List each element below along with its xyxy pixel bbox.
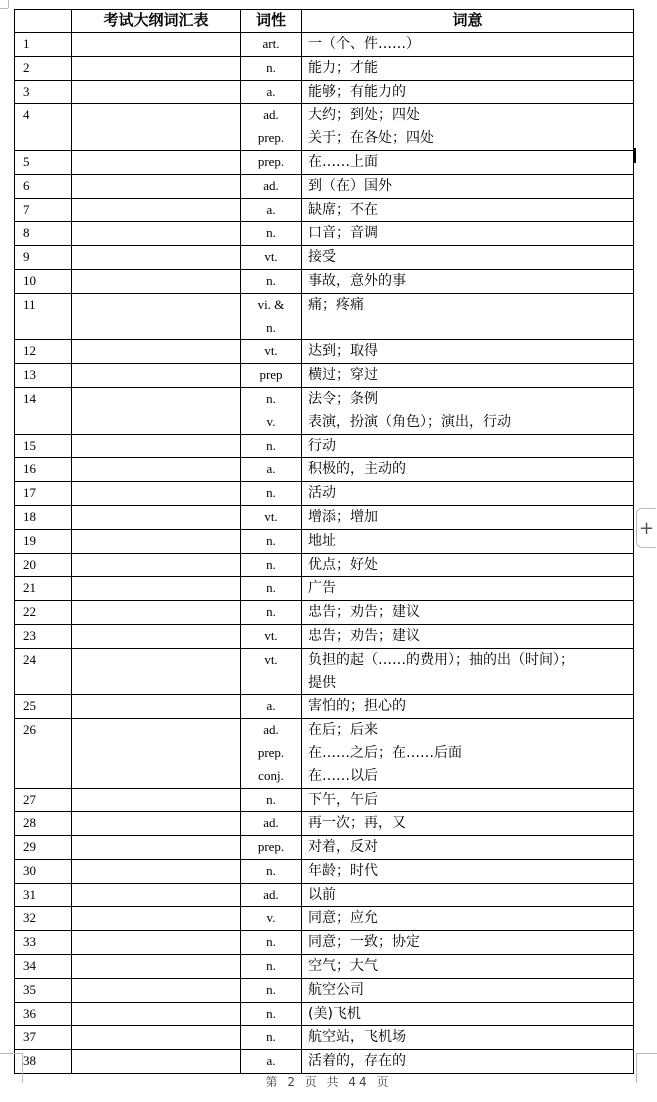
meaning-text: 害怕的；担心的 xyxy=(308,698,406,715)
part-of-speech: vt. xyxy=(264,651,278,667)
meaning-text: 达到；取得 xyxy=(308,343,378,360)
row-number: 7 xyxy=(15,198,72,222)
row-number: 1 xyxy=(15,33,72,57)
part-of-speech-cell xyxy=(241,883,302,907)
table-row xyxy=(15,1026,634,1050)
part-of-speech: n. xyxy=(266,791,276,807)
meaning-text: 航空公司 xyxy=(308,981,364,998)
vocabulary-word-cell[interactable] xyxy=(72,648,241,695)
meaning-text: 同意；应允 xyxy=(308,910,378,927)
part-of-speech-cell xyxy=(241,907,302,931)
vocabulary-word-cell[interactable] xyxy=(72,955,241,979)
meaning-cell xyxy=(302,1026,634,1050)
meaning-text: 空气；大气 xyxy=(308,958,378,975)
part-of-speech: n. xyxy=(266,556,276,572)
meaning-text: 行动 xyxy=(308,437,336,454)
vocabulary-word-cell[interactable] xyxy=(72,719,241,788)
part-of-speech: a. xyxy=(266,201,276,217)
meaning-cell xyxy=(302,340,634,364)
vocabulary-word-cell[interactable] xyxy=(72,601,241,625)
table-header-row xyxy=(15,10,634,33)
meaning-cell xyxy=(302,246,634,270)
part-of-speech: ad. xyxy=(263,722,279,738)
meaning-text: 在……以后 xyxy=(308,767,378,784)
part-of-speech-cell xyxy=(241,1026,302,1050)
meaning-cell xyxy=(302,695,634,719)
part-of-speech-cell xyxy=(241,458,302,482)
part-of-speech: ad. xyxy=(263,177,279,193)
table-row xyxy=(15,104,634,151)
meaning-text: 接受 xyxy=(308,249,336,266)
row-number: 10 xyxy=(15,269,72,293)
row-number: 23 xyxy=(15,624,72,648)
part-of-speech-cell xyxy=(241,434,302,458)
meaning-text: 关于；在各处；四处 xyxy=(308,130,434,147)
row-number: 8 xyxy=(15,222,72,246)
part-of-speech-cell xyxy=(241,198,302,222)
table-row xyxy=(15,695,634,719)
vocabulary-word-cell[interactable] xyxy=(72,812,241,836)
row-number: 18 xyxy=(15,505,72,529)
meaning-text: 事故，意外的事 xyxy=(308,272,406,289)
vocabulary-word-cell[interactable] xyxy=(72,80,241,104)
part-of-speech: prep xyxy=(259,367,283,383)
part-of-speech: n. xyxy=(266,272,276,288)
row-number: 6 xyxy=(15,174,72,198)
vocabulary-word-cell[interactable] xyxy=(72,482,241,506)
meaning-cell xyxy=(302,434,634,458)
row-number: 34 xyxy=(15,955,72,979)
vocabulary-word-cell[interactable] xyxy=(72,246,241,270)
part-of-speech: n. xyxy=(266,1029,276,1045)
meaning-text: 忠告；劝告；建议 xyxy=(308,627,420,644)
table-row xyxy=(15,1002,634,1026)
table-row xyxy=(15,788,634,812)
vocabulary-word-cell[interactable] xyxy=(72,33,241,57)
meaning-cell xyxy=(302,293,634,340)
meaning-text: 积极的，主动的 xyxy=(308,461,406,478)
meaning-text: 一（个、件……） xyxy=(308,36,420,52)
table-row xyxy=(15,931,634,955)
table-row xyxy=(15,293,634,340)
meaning-text: 在……上面 xyxy=(308,153,378,170)
meaning-cell xyxy=(302,836,634,860)
vocabulary-word-cell[interactable] xyxy=(72,529,241,553)
table-row xyxy=(15,648,634,695)
meaning-cell xyxy=(302,859,634,883)
part-of-speech-cell xyxy=(241,33,302,57)
vocabulary-word-cell[interactable] xyxy=(72,293,241,340)
table-row xyxy=(15,340,634,364)
vocabulary-word-cell[interactable] xyxy=(72,434,241,458)
part-of-speech-cell xyxy=(241,931,302,955)
meaning-cell xyxy=(302,553,634,577)
part-of-speech: vi. & xyxy=(257,296,285,312)
meaning-text: (美)飞机 xyxy=(308,1005,361,1022)
part-of-speech: n. xyxy=(266,319,276,335)
part-of-speech-cell xyxy=(241,529,302,553)
row-number: 11 xyxy=(15,293,72,340)
row-number: 33 xyxy=(15,931,72,955)
vocabulary-word-cell[interactable] xyxy=(72,458,241,482)
part-of-speech: prep. xyxy=(257,153,285,169)
part-of-speech: n. xyxy=(266,862,276,878)
meaning-text: 表演，扮演（角色）；演出，行动 xyxy=(308,413,511,430)
table-row xyxy=(15,80,634,104)
table-row xyxy=(15,601,634,625)
meaning-cell xyxy=(302,80,634,104)
part-of-speech-cell xyxy=(241,553,302,577)
part-of-speech-cell xyxy=(241,56,302,80)
part-of-speech: vt. xyxy=(264,343,278,359)
vocabulary-word-cell[interactable] xyxy=(72,198,241,222)
meaning-cell xyxy=(302,198,634,222)
row-number: 2 xyxy=(15,56,72,80)
vocabulary-word-cell[interactable] xyxy=(72,104,241,151)
row-number: 15 xyxy=(15,434,72,458)
part-of-speech: ad. xyxy=(263,815,279,831)
row-number: 28 xyxy=(15,812,72,836)
row-number: 16 xyxy=(15,458,72,482)
table-row xyxy=(15,577,634,601)
page-number-footer: 第 2 页 共 44 页 xyxy=(265,1075,392,1089)
table-row xyxy=(15,1050,634,1074)
table-row xyxy=(15,434,634,458)
add-row-button[interactable] xyxy=(636,508,656,548)
row-number: 24 xyxy=(15,648,72,695)
part-of-speech: v. xyxy=(266,910,276,926)
meaning-text: 能够；有能力的 xyxy=(308,83,406,100)
part-of-speech-cell xyxy=(241,482,302,506)
part-of-speech-cell xyxy=(241,340,302,364)
part-of-speech: conj. xyxy=(258,767,284,783)
vocabulary-word-cell[interactable] xyxy=(72,387,241,434)
crop-mark xyxy=(8,0,9,8)
part-of-speech-cell xyxy=(241,150,302,174)
table-row xyxy=(15,955,634,979)
vocabulary-word-cell[interactable] xyxy=(72,577,241,601)
meaning-cell xyxy=(302,788,634,812)
vocabulary-word-cell[interactable] xyxy=(72,978,241,1002)
vocabulary-word-cell[interactable] xyxy=(72,505,241,529)
row-number: 4 xyxy=(15,104,72,151)
part-of-speech: prep. xyxy=(257,130,285,146)
row-number: 21 xyxy=(15,577,72,601)
header-vocabulary: 考试大纲词汇表 xyxy=(72,10,241,33)
row-number: 37 xyxy=(15,1026,72,1050)
meaning-text: 横过；穿过 xyxy=(308,367,378,384)
text-cursor xyxy=(633,148,636,163)
meaning-cell xyxy=(302,529,634,553)
vocabulary-word-cell[interactable] xyxy=(72,269,241,293)
meaning-cell xyxy=(302,907,634,931)
part-of-speech-cell xyxy=(241,695,302,719)
part-of-speech: prep. xyxy=(257,744,285,760)
meaning-cell xyxy=(302,174,634,198)
vocabulary-word-cell[interactable] xyxy=(72,836,241,860)
table-row xyxy=(15,198,634,222)
part-of-speech-cell xyxy=(241,246,302,270)
header-number xyxy=(15,10,72,33)
meaning-text: 负担的起（……的费用）；抽的出（时间）； xyxy=(308,651,574,668)
row-number: 38 xyxy=(15,1050,72,1074)
part-of-speech-cell xyxy=(241,1002,302,1026)
meaning-text: 痛；疼痛 xyxy=(308,296,364,313)
table-row xyxy=(15,150,634,174)
row-number: 36 xyxy=(15,1002,72,1026)
meaning-cell xyxy=(302,719,634,788)
meaning-cell xyxy=(302,387,634,434)
part-of-speech: vt. xyxy=(264,508,278,524)
part-of-speech-cell xyxy=(241,269,302,293)
meaning-text: 再一次；再，又 xyxy=(308,815,406,832)
table-row xyxy=(15,364,634,388)
meaning-cell xyxy=(302,458,634,482)
header-meaning: 词意 xyxy=(302,10,634,33)
part-of-speech-cell xyxy=(241,577,302,601)
row-number: 35 xyxy=(15,978,72,1002)
vocabulary-word-cell[interactable] xyxy=(72,150,241,174)
crop-mark xyxy=(636,1053,657,1054)
part-of-speech-cell xyxy=(241,859,302,883)
meaning-text: 活着的，存在的 xyxy=(308,1053,406,1070)
row-number: 3 xyxy=(15,80,72,104)
row-number: 14 xyxy=(15,387,72,434)
table-row xyxy=(15,505,634,529)
meaning-text: 地址 xyxy=(308,532,336,549)
row-number: 17 xyxy=(15,482,72,506)
table-row xyxy=(15,222,634,246)
meaning-text: 能力；才能 xyxy=(308,59,378,76)
part-of-speech-cell xyxy=(241,387,302,434)
part-of-speech-cell xyxy=(241,601,302,625)
table-row xyxy=(15,907,634,931)
vocabulary-word-cell[interactable] xyxy=(72,553,241,577)
row-number: 19 xyxy=(15,529,72,553)
meaning-cell xyxy=(302,482,634,506)
meaning-text: 忠告；劝告；建议 xyxy=(308,604,420,621)
meaning-cell xyxy=(302,601,634,625)
meaning-cell xyxy=(302,883,634,907)
part-of-speech-cell xyxy=(241,788,302,812)
row-number: 5 xyxy=(15,150,72,174)
vocabulary-word-cell[interactable] xyxy=(72,364,241,388)
row-number: 25 xyxy=(15,695,72,719)
vocabulary-word-cell[interactable] xyxy=(72,883,241,907)
part-of-speech: v. xyxy=(266,413,276,429)
meaning-text: 活动 xyxy=(308,485,336,502)
vocabulary-word-cell[interactable] xyxy=(72,340,241,364)
meaning-cell xyxy=(302,624,634,648)
vocabulary-word-cell[interactable] xyxy=(72,859,241,883)
part-of-speech: n. xyxy=(266,437,276,453)
vocabulary-word-cell[interactable] xyxy=(72,1002,241,1026)
meaning-text: 口音；音调 xyxy=(308,225,378,242)
meaning-text: 法令；条例 xyxy=(308,390,378,407)
row-number: 20 xyxy=(15,553,72,577)
part-of-speech: n. xyxy=(266,981,276,997)
meaning-text: 提供 xyxy=(308,674,336,691)
meaning-cell xyxy=(302,364,634,388)
meaning-cell xyxy=(302,505,634,529)
table-row xyxy=(15,482,634,506)
meaning-text: 缺席；不在 xyxy=(308,201,378,218)
table-row xyxy=(15,859,634,883)
vocabulary-word-cell[interactable] xyxy=(72,174,241,198)
crop-mark xyxy=(0,8,8,9)
meaning-cell xyxy=(302,222,634,246)
part-of-speech-cell xyxy=(241,293,302,340)
vocabulary-word-cell[interactable] xyxy=(72,56,241,80)
part-of-speech: n. xyxy=(266,604,276,620)
table-row xyxy=(15,553,634,577)
part-of-speech-cell xyxy=(241,955,302,979)
part-of-speech: a. xyxy=(266,1053,276,1069)
vocabulary-word-cell[interactable] xyxy=(72,931,241,955)
meaning-text: 在……之后；在……后面 xyxy=(308,744,462,761)
part-of-speech: n. xyxy=(266,580,276,596)
table-row xyxy=(15,624,634,648)
table-row xyxy=(15,529,634,553)
row-number: 26 xyxy=(15,719,72,788)
part-of-speech-cell xyxy=(241,836,302,860)
part-of-speech-cell xyxy=(241,812,302,836)
part-of-speech: n. xyxy=(266,532,276,548)
meaning-cell xyxy=(302,104,634,151)
part-of-speech: a. xyxy=(266,461,276,477)
vocabulary-word-cell[interactable] xyxy=(72,695,241,719)
part-of-speech: vt. xyxy=(264,249,278,265)
vocabulary-table xyxy=(14,9,634,1074)
table-row xyxy=(15,269,634,293)
table-row xyxy=(15,33,634,57)
meaning-text: 大约；到处；四处 xyxy=(308,107,420,124)
row-number: 13 xyxy=(15,364,72,388)
table-row xyxy=(15,883,634,907)
table-row xyxy=(15,812,634,836)
meaning-cell xyxy=(302,269,634,293)
vocabulary-word-cell[interactable] xyxy=(72,907,241,931)
meaning-cell xyxy=(302,56,634,80)
row-number: 12 xyxy=(15,340,72,364)
part-of-speech-cell xyxy=(241,364,302,388)
meaning-text: 年龄；时代 xyxy=(308,862,378,879)
row-number: 32 xyxy=(15,907,72,931)
part-of-speech: a. xyxy=(266,83,276,99)
part-of-speech: vt. xyxy=(264,627,278,643)
part-of-speech-cell xyxy=(241,174,302,198)
part-of-speech-cell xyxy=(241,719,302,788)
meaning-cell xyxy=(302,1050,634,1074)
vocabulary-word-cell[interactable] xyxy=(72,788,241,812)
meaning-text: 以前 xyxy=(308,886,336,903)
row-number: 30 xyxy=(15,859,72,883)
meaning-cell xyxy=(302,978,634,1002)
part-of-speech-cell xyxy=(241,80,302,104)
meaning-cell xyxy=(302,812,634,836)
part-of-speech: n. xyxy=(266,390,276,406)
meaning-cell xyxy=(302,955,634,979)
vocabulary-word-cell[interactable] xyxy=(72,1026,241,1050)
meaning-text: 广告 xyxy=(308,580,336,597)
part-of-speech-cell xyxy=(241,624,302,648)
crop-mark xyxy=(0,1053,22,1054)
part-of-speech: art. xyxy=(262,36,280,51)
part-of-speech: ad. xyxy=(263,107,279,123)
part-of-speech-cell xyxy=(241,222,302,246)
vocabulary-word-cell[interactable] xyxy=(72,1050,241,1074)
part-of-speech: n. xyxy=(266,1005,276,1021)
meaning-cell xyxy=(302,648,634,695)
table-row xyxy=(15,174,634,198)
meaning-text: 同意；一致；协定 xyxy=(308,934,420,951)
table-row xyxy=(15,978,634,1002)
meaning-cell xyxy=(302,33,634,57)
part-of-speech: n. xyxy=(266,934,276,950)
header-part-of-speech: 词性 xyxy=(241,10,302,33)
meaning-cell xyxy=(302,577,634,601)
row-number: 9 xyxy=(15,246,72,270)
vocabulary-word-cell[interactable] xyxy=(72,624,241,648)
part-of-speech-cell xyxy=(241,505,302,529)
meaning-text: 下午，午后 xyxy=(308,791,378,808)
meaning-text: 对着，反对 xyxy=(308,839,378,856)
part-of-speech-cell xyxy=(241,1050,302,1074)
row-number: 27 xyxy=(15,788,72,812)
row-number: 29 xyxy=(15,836,72,860)
table-row xyxy=(15,458,634,482)
part-of-speech: n. xyxy=(266,225,276,241)
meaning-text: 到（在）国外 xyxy=(308,177,392,194)
part-of-speech-cell xyxy=(241,104,302,151)
part-of-speech: ad. xyxy=(263,886,279,902)
meaning-text: 增添；增加 xyxy=(308,508,378,525)
table-row xyxy=(15,56,634,80)
row-number: 22 xyxy=(15,601,72,625)
table-row xyxy=(15,246,634,270)
vocabulary-word-cell[interactable] xyxy=(72,222,241,246)
part-of-speech-cell xyxy=(241,648,302,695)
part-of-speech: a. xyxy=(266,698,276,714)
meaning-cell xyxy=(302,150,634,174)
part-of-speech: prep. xyxy=(257,839,285,855)
meaning-text: 优点；好处 xyxy=(308,556,378,573)
table-row xyxy=(15,387,634,434)
part-of-speech-cell xyxy=(241,978,302,1002)
part-of-speech: n. xyxy=(266,485,276,501)
table-row xyxy=(15,836,634,860)
part-of-speech: n. xyxy=(266,958,276,974)
row-number: 31 xyxy=(15,883,72,907)
meaning-cell xyxy=(302,1002,634,1026)
part-of-speech: n. xyxy=(266,59,276,75)
meaning-text: 在后；后来 xyxy=(308,722,378,739)
meaning-text: 航空站，飞机场 xyxy=(308,1029,406,1046)
plus-icon: + xyxy=(638,518,655,539)
table-row xyxy=(15,719,634,788)
meaning-cell xyxy=(302,931,634,955)
